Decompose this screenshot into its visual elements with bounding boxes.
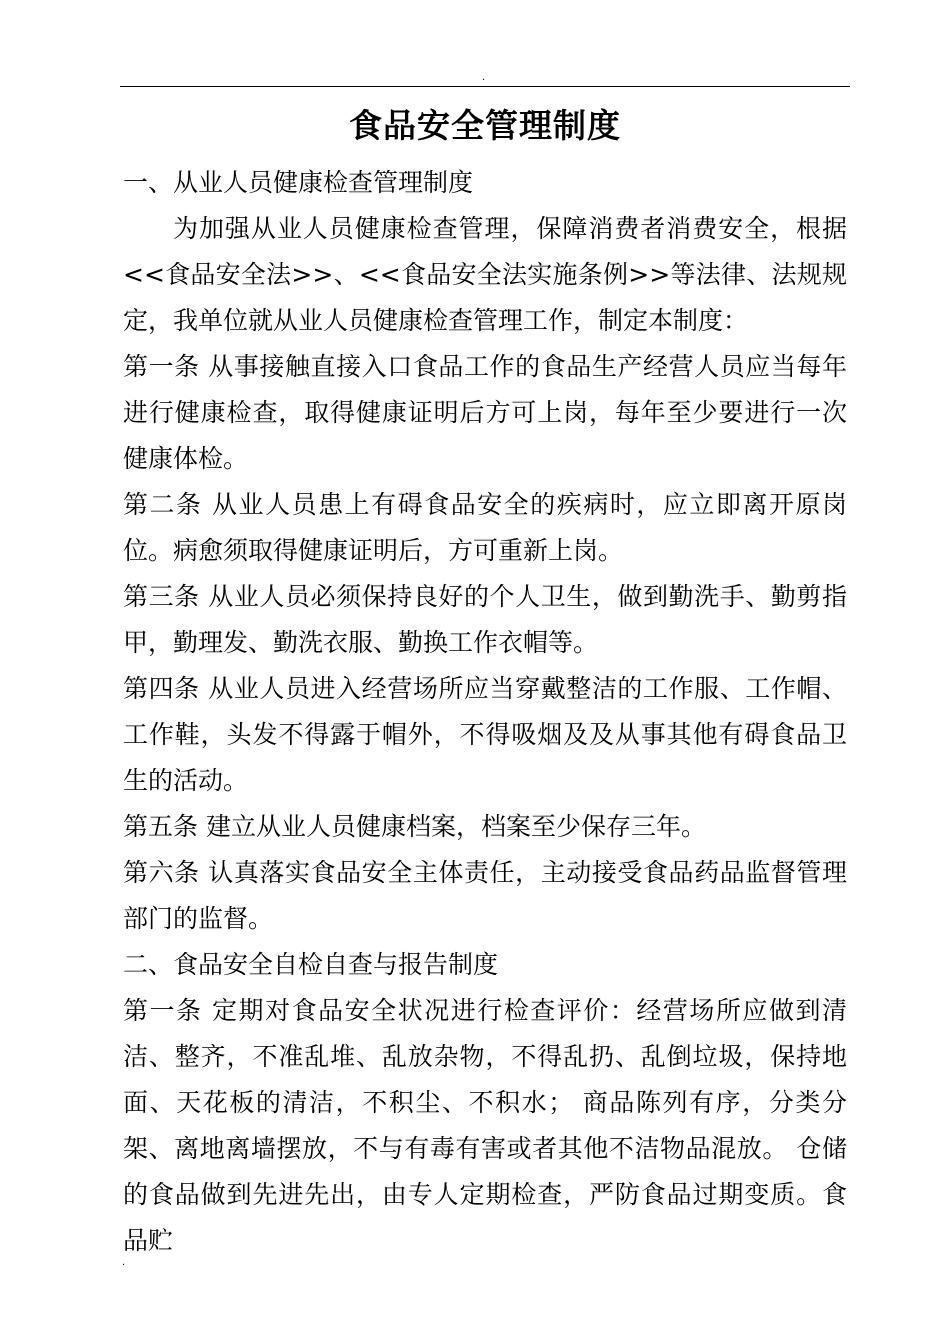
article-4: 第四条 从业人员进入经营场所应当穿戴整洁的工作服、工作帽、工作鞋，头发不得露于帽外，不得吸烟及及从事其他有碍食品卫生的活动。 <box>123 674 847 795</box>
article-6: 第六条 认真落实食品安全主体责任，主动接受食品药品监督管理部门的监督。 <box>123 858 847 933</box>
section-heading-1: 一、从业人员健康检查管理制度 <box>123 168 474 197</box>
document-body <box>123 160 847 1264</box>
article-3: 第三条 从业人员必须保持良好的个人卫生，做到勤洗手、勤剪指甲，勤理发、勤洗衣服、勤换工作衣帽等。 <box>123 582 847 657</box>
intro-paragraph: 为加强从业人员健康检查管理，保障消费者消费安全，根据<<食品安全法>>、<<食品安全法实施条例>>等法律、法规规定，我单位就从业人员健康检查管理工作，制定本制度： <box>123 214 847 335</box>
section-heading-2: 二、食品安全自检自查与报告制度 <box>123 950 499 979</box>
footer-mark: . <box>122 1257 126 1268</box>
article-5: 第五条 建立从业人员健康档案，档案至少保存三年。 <box>123 812 706 841</box>
article-2: 第二条 从业人员患上有碍食品安全的疾病时，应立即离开原岗位。病愈须取得健康证明后，方可重新上岗。 <box>123 490 847 565</box>
header-rule <box>120 86 850 87</box>
document-title: 食品安全管理制度 <box>349 106 621 145</box>
section-2-article-1: 第一条 定期对食品安全状况进行检查评价：经营场所应做到清洁、整齐，不准乱堆、乱放杂物，不得乱扔、乱倒垃圾，保持地面、天花板的清洁，不积尘、不积水； 商品陈列有序，分类分架、离地离墙摆放，不与有毒有害或者其他不洁物品混放。 仓储的食品做到先进先出，由专人定期检查，严防食品过期变质。食品贮 <box>123 996 847 1255</box>
header-mark: . <box>482 72 486 83</box>
article-1: 第一条 从事接触直接入口食品工作的食品生产经营人员应当每年进行健康检查，取得健康证明后方可上岗，每年至少要进行一次健康体检。 <box>123 352 847 473</box>
